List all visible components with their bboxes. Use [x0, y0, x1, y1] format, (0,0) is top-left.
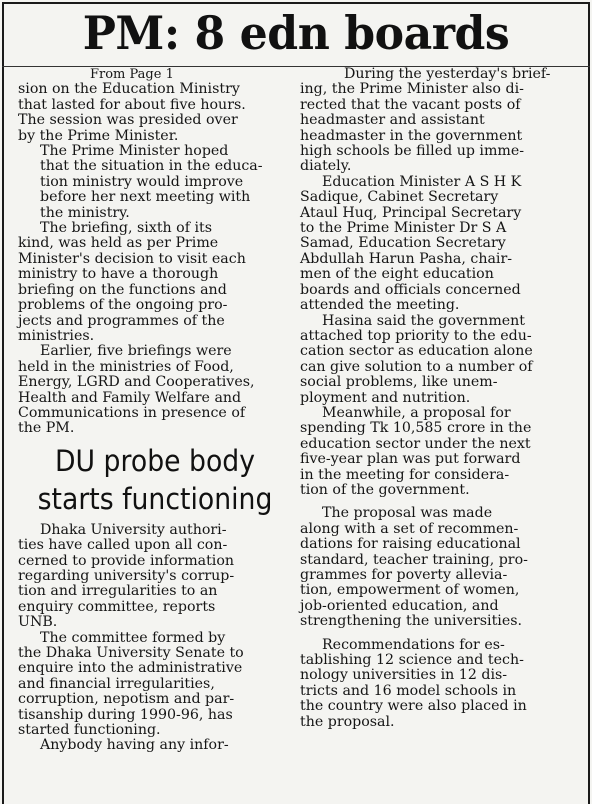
article-paragraph	[18, 344, 292, 436]
text-line: The session was presided over	[18, 112, 238, 129]
text-line: standard, teacher training, pro-	[300, 551, 528, 568]
text-line: by the Prime Minister.	[18, 127, 179, 144]
text-line: The Prime Minister hoped	[40, 143, 229, 160]
text-line: sion on the Education Ministry	[18, 81, 240, 98]
text-line: men of the eight education	[300, 266, 494, 283]
text-line: the ministry.	[40, 204, 130, 221]
text-line: the Dhaka University Senate to	[18, 645, 244, 661]
text-line: to the Prime Minister Dr S A	[300, 220, 507, 237]
text-line: along with a set of recommen-	[300, 520, 519, 537]
text-line: that lasted for about five hours.	[18, 96, 246, 113]
text-line: the PM.	[18, 420, 75, 437]
text-line: job-oriented education, and	[300, 597, 499, 614]
text-line: diately.	[300, 158, 352, 175]
text-line: boards and officials concerned	[300, 281, 521, 298]
headline: PM: 8 edn boards	[82, 6, 510, 60]
text-line: can give solution to a number of	[300, 358, 533, 375]
text-line: Sadique, Cabinet Secretary	[300, 189, 499, 206]
article-paragraph	[300, 67, 582, 175]
text-line: ministries.	[18, 327, 95, 344]
text-line: ties have called upon all con-	[18, 537, 228, 554]
text-line: problems of the ongoing pro-	[18, 297, 228, 314]
text-line: Anybody having any infor-	[40, 737, 229, 754]
text-line: strengthening the universities.	[300, 613, 523, 630]
text-line: Communications in presence of	[18, 404, 246, 421]
continued-from-label: From Page 1	[90, 67, 174, 82]
left-column	[18, 67, 292, 754]
text-line: nology universities in 12 dis-	[300, 667, 508, 684]
text-line: tion, empowerment of women,	[300, 582, 520, 599]
article-paragraph	[300, 314, 582, 406]
subheadline-line: starts functioning	[37, 481, 273, 516]
text-line: The briefing, sixth of its	[40, 220, 212, 237]
text-line: social problems, like unem-	[300, 374, 498, 391]
text-line: cerned to provide information	[18, 552, 235, 569]
text-line: jects and programmes of the	[18, 312, 225, 329]
text-line: tricts and 16 model schools in	[300, 682, 517, 699]
article-paragraph	[300, 638, 582, 730]
text-line: rected that the vacant posts of	[300, 96, 521, 113]
text-line: ing, the Prime Minister also di-	[300, 81, 524, 98]
text-line: held in the ministries of Food,	[18, 358, 234, 375]
text-line: the country were also placed in	[300, 698, 527, 715]
subheadline-line: DU probe body	[54, 443, 256, 478]
text-line: headmaster in the government	[300, 127, 523, 144]
text-line: ministry to have a thorough	[18, 266, 219, 283]
text-line: regarding university's corrup-	[18, 567, 235, 584]
text-line: tion ministry would improve	[40, 173, 244, 190]
text-line: tion and irregularities to an	[18, 583, 218, 600]
text-line: briefing on the functions and	[18, 281, 227, 298]
text-line: Energy, LGRD and Cooperatives,	[18, 374, 255, 391]
text-line: five-year plan was put forward	[300, 451, 521, 468]
story-paragraph	[18, 738, 292, 753]
text-line: corruption, nepotism and par-	[18, 691, 235, 708]
text-line: Abdullah Harun Pasha, chair-	[300, 250, 513, 267]
text-line: Meanwhile, a proposal for	[322, 404, 511, 421]
text-line: attended the meeting.	[300, 297, 460, 314]
text-line: Ataul Huq, Principal Secretary	[300, 204, 522, 221]
article-paragraph	[18, 144, 292, 221]
text-line: cation sector as education alone	[300, 343, 533, 360]
text-line: Hasina said the government	[322, 312, 526, 329]
text-line: Recommendations for es-	[322, 636, 505, 653]
article-paragraph	[300, 175, 582, 314]
text-line: Education Minister A S H K	[322, 173, 522, 190]
text-line: enquiry committee, reports	[18, 598, 216, 615]
text-line: Minister's decision to visit each	[18, 250, 246, 267]
text-line: Earlier, five briefings were	[40, 343, 232, 360]
text-line: attached top priority to the edu-	[300, 327, 532, 344]
text-line: in the meeting for considera-	[300, 466, 510, 483]
text-line: kind, was held as per Prime	[18, 235, 219, 252]
text-line: The committee formed by	[40, 629, 226, 646]
text-line: ployment and nutrition.	[300, 389, 471, 406]
text-line: spending Tk 10,585 crore in the	[300, 420, 532, 437]
article-paragraph	[18, 221, 292, 344]
text-line: grammes for poverty allevia-	[300, 567, 508, 583]
text-line: tion of the government.	[300, 481, 470, 498]
text-line: headmaster and assistant	[300, 112, 485, 129]
text-line: tablishing 12 science and tech-	[300, 652, 524, 669]
text-line: and financial irregularities,	[18, 675, 215, 692]
text-line: UNB.	[18, 614, 58, 631]
text-line: dations for raising educational	[300, 536, 521, 553]
text-line: high schools be filled up imme-	[300, 143, 525, 160]
article-paragraph	[300, 506, 582, 629]
article-paragraph	[300, 406, 582, 498]
text-line: before her next meeting with	[40, 189, 251, 206]
story-paragraph	[18, 631, 292, 739]
text-line: tisanship during 1990-96, has	[18, 706, 233, 723]
text-line: started functioning.	[18, 722, 161, 739]
text-line: that the situation in the educa-	[40, 158, 263, 175]
text-line: education sector under the next	[300, 435, 531, 452]
text-line: Samad, Education Secretary	[300, 235, 506, 252]
text-line: the proposal.	[300, 713, 395, 730]
text-line: During the yesterday's brief-	[344, 66, 551, 82]
article-paragraph	[18, 82, 292, 144]
text-line: Health and Family Welfare and	[18, 389, 242, 406]
text-line: enquire into the administrative	[18, 660, 243, 677]
right-column	[300, 67, 582, 730]
text-line: The proposal was made	[322, 505, 493, 522]
text-line: Dhaka University authori-	[40, 521, 227, 538]
story-paragraph	[18, 523, 292, 631]
